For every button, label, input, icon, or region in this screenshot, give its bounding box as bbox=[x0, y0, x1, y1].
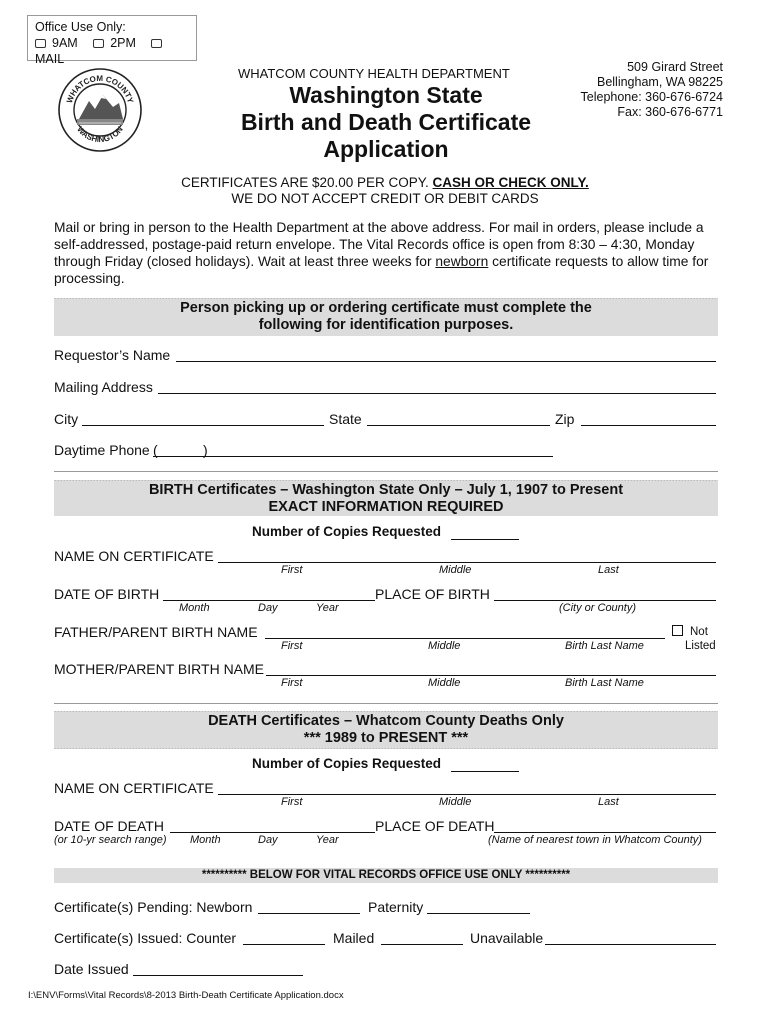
paternity-label: Paternity bbox=[368, 899, 424, 915]
place-of-death-label: PLACE OF DEATH bbox=[375, 818, 495, 834]
father-last-hint: Birth Last Name bbox=[565, 640, 644, 652]
birth-name-last-hint: Last bbox=[598, 564, 619, 576]
death-copies-label: Number of Copies Requested bbox=[252, 756, 442, 771]
mailing-address-label: Mailing Address bbox=[54, 379, 153, 395]
death-name-middle-hint: Middle bbox=[439, 796, 472, 808]
mother-first-hint: First bbox=[281, 677, 303, 689]
date-issued-field[interactable] bbox=[133, 975, 303, 976]
option-mail[interactable]: MAIL bbox=[35, 36, 168, 66]
option-2pm[interactable]: 2PM bbox=[93, 36, 142, 50]
checkbox-mail[interactable] bbox=[151, 39, 162, 48]
department-name: WHATCOM COUNTY HEALTH DEPARTMENT bbox=[238, 66, 510, 81]
father-name-label: FATHER/PARENT BIRTH NAME bbox=[54, 624, 258, 640]
place-of-birth-field[interactable] bbox=[494, 600, 716, 601]
date-of-birth-label: DATE OF BIRTH bbox=[54, 586, 160, 602]
not-listed-label-line1: Not bbox=[690, 626, 708, 638]
birth-copies-field[interactable] bbox=[451, 539, 519, 540]
zip-label: Zip bbox=[555, 411, 575, 427]
mailed-field[interactable] bbox=[381, 944, 463, 945]
requestor-name-field[interactable] bbox=[176, 361, 716, 362]
place-of-death-field[interactable] bbox=[494, 832, 716, 833]
death-name-last-hint: Last bbox=[598, 796, 619, 808]
paternity-field[interactable] bbox=[427, 913, 530, 914]
pod-hint: (Name of nearest town in Whatcom County) bbox=[488, 834, 702, 846]
divider bbox=[54, 703, 718, 704]
birth-copies-label: Number of Copies Requested bbox=[252, 524, 442, 539]
death-banner: DEATH Certificates – Whatcom County Deaths Only *** 1989 to PRESENT *** bbox=[54, 711, 718, 749]
birth-name-middle-hint: Middle bbox=[439, 564, 472, 576]
issued-counter-field[interactable] bbox=[243, 944, 325, 945]
page-title: Washington State Birth and Death Certificate Application bbox=[240, 82, 532, 162]
svg-text:WASHINGTON: WASHINGTON bbox=[75, 124, 125, 145]
death-name-field[interactable] bbox=[218, 794, 716, 795]
pending-newborn-field[interactable] bbox=[258, 913, 360, 914]
birth-name-label: NAME ON CERTIFICATE bbox=[54, 548, 214, 564]
search-range-hint: (or 10-yr search range) bbox=[54, 834, 167, 846]
requestor-banner: Person picking up or ordering certificate must complete the following for identification purposes. bbox=[54, 298, 718, 336]
father-not-listed-checkbox[interactable] bbox=[672, 625, 683, 636]
city-label: City bbox=[54, 411, 79, 427]
mailed-label: Mailed bbox=[333, 930, 375, 946]
department-address: 509 Girard Street Bellingham, WA 98225 Telephone: 360-676-6724 Fax: 360-676-6771 bbox=[580, 60, 723, 119]
office-use-box bbox=[27, 15, 197, 66]
county-seal-logo bbox=[57, 67, 143, 153]
date-of-death-label: DATE OF DEATH bbox=[54, 818, 164, 834]
death-copies-field[interactable] bbox=[451, 771, 519, 772]
mother-name-label: MOTHER/PARENT BIRTH NAME bbox=[54, 661, 265, 677]
mother-middle-hint: Middle bbox=[428, 677, 461, 689]
state-label: State bbox=[329, 411, 362, 427]
birth-name-field[interactable] bbox=[218, 562, 716, 563]
office-use-title: Office Use Only: bbox=[35, 20, 126, 34]
state-field[interactable] bbox=[367, 425, 550, 426]
mother-last-hint: Birth Last Name bbox=[565, 677, 644, 689]
dob-year-hint: Year bbox=[316, 602, 339, 614]
requestor-name-label: Requestor’s Name bbox=[54, 347, 171, 363]
death-name-first-hint: First bbox=[281, 796, 303, 808]
fee-notice: CERTIFICATES ARE $20.00 PER COPY. CASH OR CHECK ONLY. WE DO NOT ACCEPT CREDIT OR DEBIT CARDS bbox=[181, 175, 589, 206]
phone-area-open: ( bbox=[153, 442, 158, 458]
father-middle-hint: Middle bbox=[428, 640, 461, 652]
death-name-label: NAME ON CERTIFICATE bbox=[54, 780, 214, 796]
svg-text:WHATCOM COUNTY: WHATCOM COUNTY bbox=[64, 73, 136, 105]
unavailable-field[interactable] bbox=[545, 944, 716, 945]
checkbox-2pm[interactable] bbox=[93, 39, 104, 48]
checkbox-9am[interactable] bbox=[35, 39, 46, 48]
divider bbox=[54, 471, 718, 472]
father-first-hint: First bbox=[281, 640, 303, 652]
office-use-options bbox=[35, 35, 189, 67]
zip-field[interactable] bbox=[581, 425, 716, 426]
date-of-birth-field[interactable] bbox=[163, 600, 375, 601]
pob-hint: (City or County) bbox=[559, 602, 637, 614]
certificates-issued-label: Certificate(s) Issued: Counter bbox=[54, 930, 237, 946]
mailing-address-field[interactable] bbox=[158, 393, 716, 394]
file-path-footer: I:\ENV\Forms\Vital Records\8-2013 Birth-Death Certificate Application.docx bbox=[28, 990, 344, 1001]
date-of-death-field[interactable] bbox=[170, 832, 375, 833]
birth-banner: BIRTH Certificates – Washington State Only – July 1, 1907 to Present EXACT INFORMATION REQUIRED bbox=[54, 480, 718, 516]
dob-month-hint: Month bbox=[179, 602, 210, 614]
place-of-birth-label: PLACE OF BIRTH bbox=[375, 586, 490, 602]
dob-day-hint: Day bbox=[258, 602, 278, 614]
option-9am[interactable]: 9AM bbox=[35, 36, 84, 50]
not-listed-label-line2: Listed bbox=[685, 640, 716, 652]
phone-area-close: ) bbox=[203, 442, 208, 458]
birth-name-first-hint: First bbox=[281, 564, 303, 576]
daytime-phone-label: Daytime Phone bbox=[54, 442, 150, 458]
date-issued-label: Date Issued bbox=[54, 961, 129, 977]
dod-year-hint: Year bbox=[316, 834, 339, 846]
instructions-paragraph: Mail or bring in person to the Health Department at the above address. For mail in orders, please include a self-addressed, postage-paid return envelope. The Vital Records office is open from 8:30 – 4:30, Monday through Friday (closed holidays). Wait at least three weeks for newborn certificate requests to allow time for processing. bbox=[54, 220, 709, 286]
city-field[interactable] bbox=[82, 425, 324, 426]
mother-name-field[interactable] bbox=[266, 675, 716, 676]
unavailable-label: Unavailable bbox=[470, 930, 544, 946]
dod-month-hint: Month bbox=[190, 834, 221, 846]
father-name-field[interactable] bbox=[265, 638, 665, 639]
certificates-pending-label: Certificate(s) Pending: Newborn bbox=[54, 899, 253, 915]
daytime-phone-field[interactable] bbox=[153, 456, 553, 457]
office-use-banner: ********** BELOW FOR VITAL RECORDS OFFICE USE ONLY ********** bbox=[54, 868, 718, 883]
dod-day-hint: Day bbox=[258, 834, 278, 846]
